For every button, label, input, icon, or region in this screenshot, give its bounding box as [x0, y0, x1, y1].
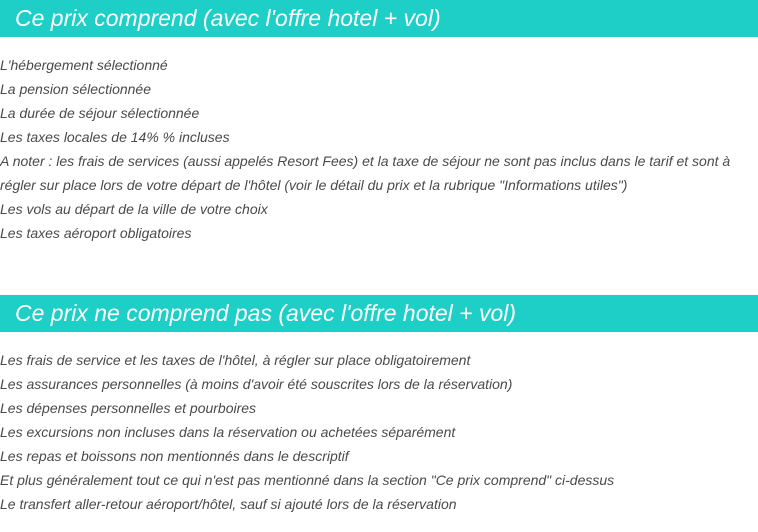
list-item: La durée de séjour sélectionnée — [0, 105, 200, 121]
list-item: A noter : les frais de services (aussi appelés Resort Fees) et la taxe de séjour ne sont pas inclus dans le tarif et sont à régler sur place lors de votre départ de l'hôtel (voir le détail du prix et la rubrique "Informations utiles") — [0, 153, 731, 193]
list-item: Les vols au départ de la ville de votre choix — [0, 201, 268, 217]
list-item: Et plus généralement tout ce qui n'est pas mentionné dans la section "Ce prix comprend" ci-dessus — [0, 472, 615, 488]
excludes-list — [0, 348, 758, 516]
list-item: L'hébergement sélectionné — [0, 57, 168, 73]
includes-list — [0, 53, 758, 245]
list-item: Le transfert aller-retour aéroport/hôtel, sauf si ajouté lors de la réservation — [0, 496, 457, 512]
list-item: Les frais de service et les taxes de l'hôtel, à régler sur place obligatoirement — [0, 352, 471, 368]
list-item: Les assurances personnelles (à moins d'avoir été souscrites lors de la réservation) — [0, 376, 513, 392]
list-item: Les taxes aéroport obligatoires — [0, 225, 192, 241]
excludes-section-title: Ce prix ne comprend pas (avec l'offre hotel + vol) — [0, 295, 758, 332]
list-item: La pension sélectionnée — [0, 81, 152, 97]
list-item: Les taxes locales de 14% % incluses — [0, 129, 230, 145]
list-item: Les dépenses personnelles et pourboires — [0, 400, 257, 416]
includes-section-title: Ce prix comprend (avec l'offre hotel + vol) — [0, 0, 758, 37]
list-item: Les excursions non incluses dans la réservation ou achetées séparément — [0, 424, 456, 440]
list-item: Les repas et boissons non mentionnés dans le descriptif — [0, 448, 349, 464]
